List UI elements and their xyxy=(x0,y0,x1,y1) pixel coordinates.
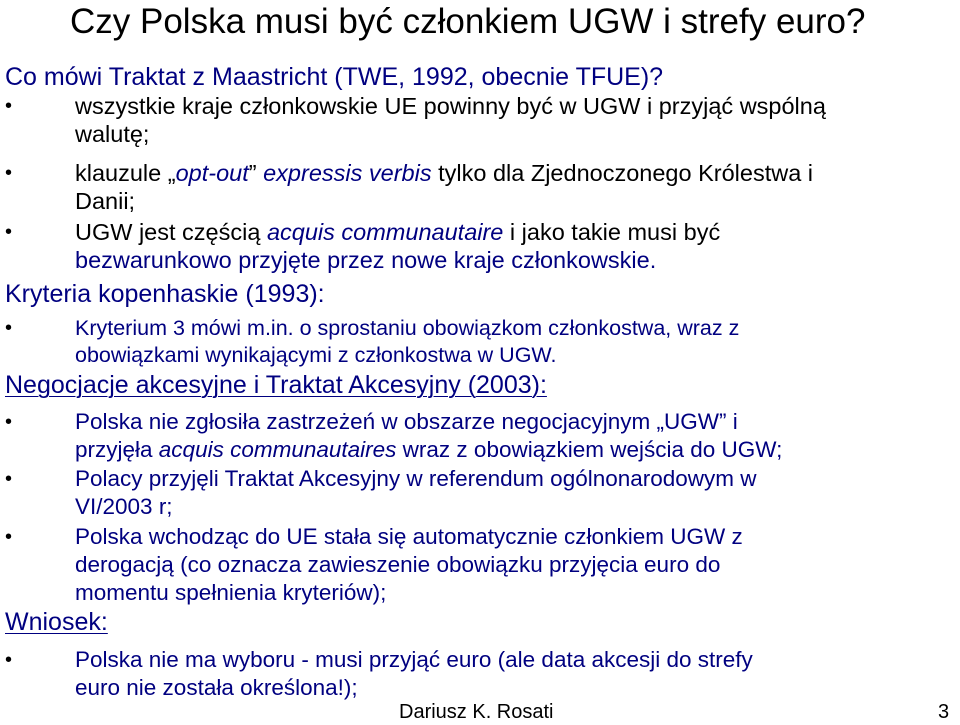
list-item xyxy=(5,92,945,152)
section-heading-accession: Negocjacje akcesyjne i Traktat Akcesyjny (2003): xyxy=(5,371,547,399)
section-heading-maastricht: Co mówi Traktat z Maastricht (TWE, 1992, obecnie TFUE)? xyxy=(5,63,664,91)
bullet-text-line xyxy=(75,159,945,187)
text-fragment: UGW jest częścią xyxy=(75,219,267,245)
bullet-text-line: Polska wchodząc do UE stała się automatycznie członkiem UGW z xyxy=(75,524,743,549)
footer-author: Dariusz K. Rosati xyxy=(399,701,554,723)
bullet-icon: • xyxy=(5,649,13,671)
section-heading-copenhagen: Kryteria kopenhaskie (1993): xyxy=(5,280,325,308)
bullet-text-line: bezwarunkowo przyjęte przez nowe kraje członkowskie. xyxy=(75,247,657,273)
text-fragment: wraz z obowiązkiem wejścia do UGW; xyxy=(396,437,783,462)
italic-term: expressis verbis xyxy=(263,160,432,186)
bullet-icon: • xyxy=(5,95,13,117)
list-item xyxy=(5,218,945,274)
bullet-icon: • xyxy=(5,162,13,184)
bullet-text-line: Polacy przyjęli Traktat Akcesyjny w referendum ogólnonarodowym w xyxy=(75,466,757,491)
bullet-icon: • xyxy=(5,468,13,490)
bullet-text-line: VI/2003 r; xyxy=(75,494,173,519)
page-number: 3 xyxy=(938,701,950,723)
text-fragment: przyjęła xyxy=(75,437,159,462)
bullet-text-line: Polska nie zgłosiła zastrzeżeń w obszarze negocjacyjnym „UGW” i xyxy=(75,409,738,434)
bullet-text-line: walutę; xyxy=(75,121,150,147)
italic-term: acquis communautaires xyxy=(158,437,397,462)
list-item xyxy=(5,315,945,369)
text-fragment: i jako takie musi być xyxy=(503,219,721,245)
italic-term: opt-out xyxy=(175,160,249,186)
list-item xyxy=(5,523,945,607)
bullet-icon: • xyxy=(5,411,13,433)
list-item xyxy=(5,159,945,219)
bullet-text-line: Polska nie ma wyboru - musi przyjąć euro (ale data akcesji do strefy xyxy=(75,647,753,672)
bullet-text-line: derogacją (co oznacza zawieszenie obowiązku przyjęcia euro do xyxy=(75,552,721,577)
bullet-text-line: momentu spełnienia kryteriów); xyxy=(75,580,387,605)
section-heading-conclusion: Wniosek: xyxy=(5,608,108,636)
bullet-icon: • xyxy=(5,526,13,548)
bullet-text-line: euro nie została określona!); xyxy=(75,675,358,700)
slide-title: Czy Polska musi być członkiem UGW i strefy euro? xyxy=(70,2,866,41)
bullet-text-line: wszystkie kraje członkowskie UE powinny być w UGW i przyjąć wspólną xyxy=(75,93,826,119)
list-item xyxy=(5,465,945,521)
text-fragment: ” xyxy=(248,160,264,186)
bullet-text-line: Kryterium 3 mówi m.in. o sprostaniu obowiązkom członkostwa, wraz z xyxy=(75,316,740,340)
bullet-icon: • xyxy=(5,317,13,339)
list-item xyxy=(5,646,945,702)
bullet-text-line xyxy=(75,436,945,464)
text-fragment: klauzule „ xyxy=(75,160,176,186)
bullet-icon: • xyxy=(5,221,13,243)
bullet-text-line: Danii; xyxy=(75,188,136,214)
bullet-text-line xyxy=(75,218,945,246)
text-fragment: tylko dla Zjednoczonego Królestwa i xyxy=(431,160,814,186)
list-item xyxy=(5,408,945,464)
bullet-text-line: obowiązkami wynikającymi z członkostwa w UGW. xyxy=(75,343,557,367)
italic-term: acquis communautaire xyxy=(266,219,504,245)
